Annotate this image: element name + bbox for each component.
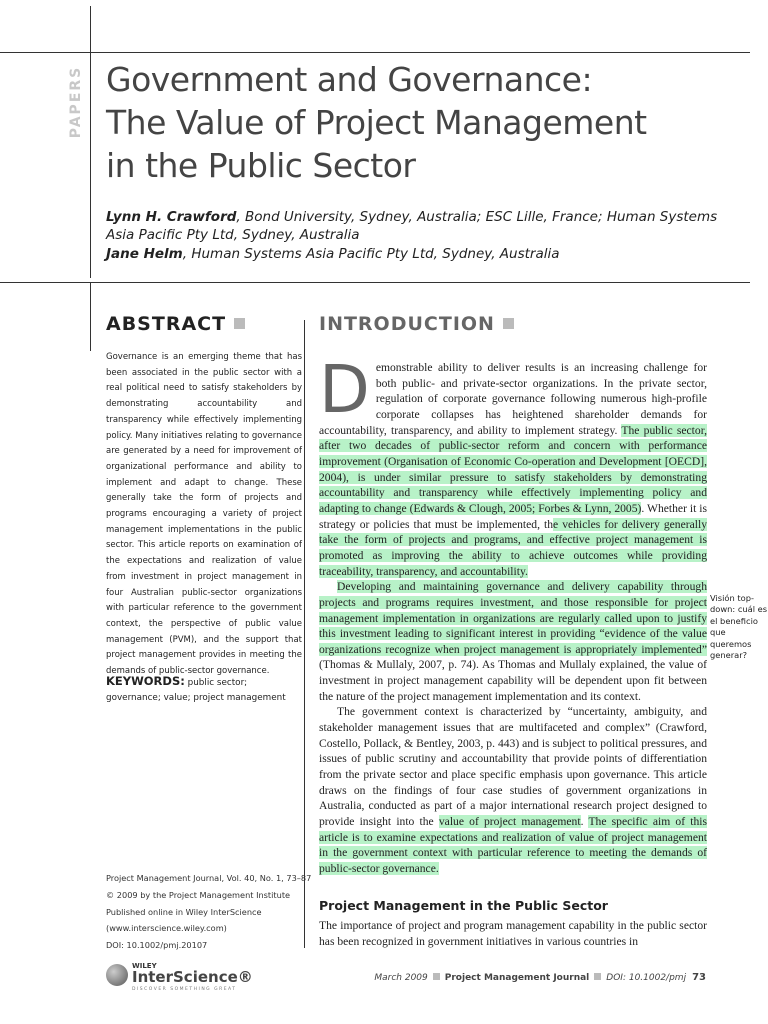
horizontal-rule-mid: [0, 282, 750, 283]
intro-paragraph-3: The government context is characterized by “uncertainty, ambiguity, and stakeholder management issues that are multifaceted and complex” (Crawford, Costello, Pollack, & Bentley, 2003, p. 443) and is subject to political pressures, and issues of public scrutiny and accountability that provide points of differentiation from the private sector and place specific emphasis upon governance. This article draws on the findings of four case studies of government organizations in Australia, conducted as part of a major international research project designed to provide insight into the value of project management. The specific aim of this article is to examine expectations and realization of value of project management in the government context with particular reference to meeting the demands of public-sector governance.: [319, 705, 708, 875]
wiley-wordmark: WILEY: [132, 962, 157, 970]
highlight: Developing and maintaining governance and delivery capability through projects and programs requires investment, and those responsible for project management implementation in organizations are regularly called upon to justify this investment leading to significant interest in providing “evidence of the value organizations recognize when project management is appropriately implemented”: [319, 580, 707, 656]
author-2-affiliation: , Human Systems Asia Pacific Pty Ltd, Sydney, Australia: [182, 246, 560, 262]
square-icon: [433, 973, 440, 980]
author-list: [106, 208, 746, 263]
abstract-heading: ABSTRACT: [106, 313, 245, 335]
title-line-1: Government and Governance:: [106, 60, 593, 99]
footer-date: March 2009: [374, 973, 428, 983]
pubinfo-line: Published online in Wiley InterScience: [106, 906, 262, 917]
author-1-affiliation: , Bond University, Sydney, Australia; ESC Lille, France; Human Systems Asia Pacific Pty Ltd, Sydney, Australia: [106, 209, 718, 243]
introduction-heading: INTRODUCTION: [319, 313, 514, 335]
pubinfo-line: (www.interscience.wiley.com): [106, 923, 227, 934]
title-line-3: in the Public Sector: [106, 146, 416, 185]
pubinfo-line: © 2009 by the Project Management Institute: [106, 889, 291, 900]
page-footer: [374, 972, 706, 983]
title-line-2: The Value of Project Management: [106, 103, 647, 142]
page-number: 73: [692, 972, 706, 983]
logo-tagline: DISCOVER SOMETHING GREAT: [132, 987, 237, 992]
square-icon: [234, 318, 245, 329]
column-divider: [304, 320, 305, 948]
drop-cap: D: [319, 351, 370, 428]
subsection-body: The importance of project and program management capability in the public sector has been recognized in government initiatives in various countries in: [319, 919, 707, 948]
pubinfo-line: DOI: 10.1002/pmj.20107: [106, 940, 208, 951]
article-title: [106, 58, 746, 187]
interscience-wordmark: InterScience®: [132, 968, 253, 986]
author-1: [106, 208, 746, 244]
keywords-list: public sector; governance; value; project management: [106, 678, 286, 703]
highlight: value of project management: [438, 815, 581, 829]
subsection-heading: Project Management in the Public Sector: [319, 898, 608, 913]
square-icon: [503, 318, 514, 329]
vertical-rule-bottom: [90, 283, 91, 351]
interscience-logo: [106, 960, 256, 1000]
intro-paragraph-1: Demonstrable ability to deliver results is an increasing challenge for both public- and private-sector organizations. In the private sector, regulation of corporate governance following numerous high-profile corporate collapses has heightened shareholder demands for accountability, transparency, and ability to implement strategy. The public sector, after two decades of public-sector reform and concern with performance improvement (Organisation of Economic Co-operation and Development [OECD], 2004), is under similar pressure to satisfy stakeholders by demonstrating accountability and transparency while effectively implementing policy and adapting to change (Edwards & Clough, 2005; Forbes & Lynn, 2005). Whether it is strategy or policies that must be implemented, the vehicles for delivery generally take the form of projects and programs, and effective project management is promoted as improving the ability to achieve outcomes while providing traceability, transparency, and accountability.: [319, 351, 707, 578]
horizontal-rule-top: [0, 52, 750, 53]
keywords-label: KEYWORDS:: [106, 674, 185, 688]
footer-journal: Project Management Journal: [444, 973, 590, 983]
keywords: [106, 674, 302, 706]
footer-doi: DOI: 10.1002/pmj: [606, 973, 687, 983]
pubinfo-line: Project Management Journal, Vol. 40, No. 1, 73–87: [106, 873, 312, 883]
abstract-text: Governance is an emerging theme that has been associated in the public sector with a real political need to satisfy stakeholders by demonstrating accountability and transparency while effectively implementing policy. Many initiatives relating to governance are generated by a need for improvement of organizational performance and ability to implement and adapt to change. These generally take the form of projects and programs encouraging a variety of project management implementations in the public sector. This article reports on examination of the expectations and realization of value from investment in project management in four Australian public-sector organizations with particular reference to the government context, the perspective of public value management (PVM), and the support that project management provides in meeting the demands of public-sector governance.: [106, 352, 302, 677]
vertical-rule-top: [90, 6, 91, 278]
introduction-body: [319, 351, 708, 877]
publication-info: [106, 870, 312, 954]
author-2: [106, 245, 746, 263]
section-label: PAPERS: [68, 65, 84, 139]
author-2-name: Jane Helm: [106, 246, 183, 262]
margin-note: Visión top-down: cuál es el beneficio que queremos generar?: [710, 593, 768, 661]
highlight: The public sector, after two decades of public-sector reform and concern with performance improvement (Organisation of Economic Co-operation and Development [OECD], 2004), is under similar pressure to satisfy stakeholders by demonstrating accountability and transparency while effectively implementing policy and adapting to change (Edwards & Clough, 2005; Forbes & Lynn, 2005): [319, 423, 707, 515]
highlight: e vehicles for delivery generally take the form of projects and programs, and effective project management is promoted as improving the ability to achieve outcomes while providing traceability, transparency, and accountability.: [319, 517, 707, 578]
globe-icon: [106, 964, 128, 986]
highlight: The specific aim of this article is to examine expectations and realization of value of project management in the government context with particular reference to meeting the demands of public-sector governance.: [319, 815, 708, 875]
intro-paragraph-2: Developing and maintaining governance and delivery capability through projects and programs requires investment, and those responsible for project management implementation in organizations are regularly called upon to justify this investment leading to significant interest in providing “evidence of the value organizations recognize when project management is appropriately implemented” (Thomas & Mullaly, 2007, p. 74). As Thomas and Mullaly explained, the value of investment in project management capability will be dependent upon fit between the nature of the project management implementation and its context.: [319, 580, 707, 703]
square-icon: [594, 973, 601, 980]
author-1-name: Lynn H. Crawford: [106, 209, 237, 225]
